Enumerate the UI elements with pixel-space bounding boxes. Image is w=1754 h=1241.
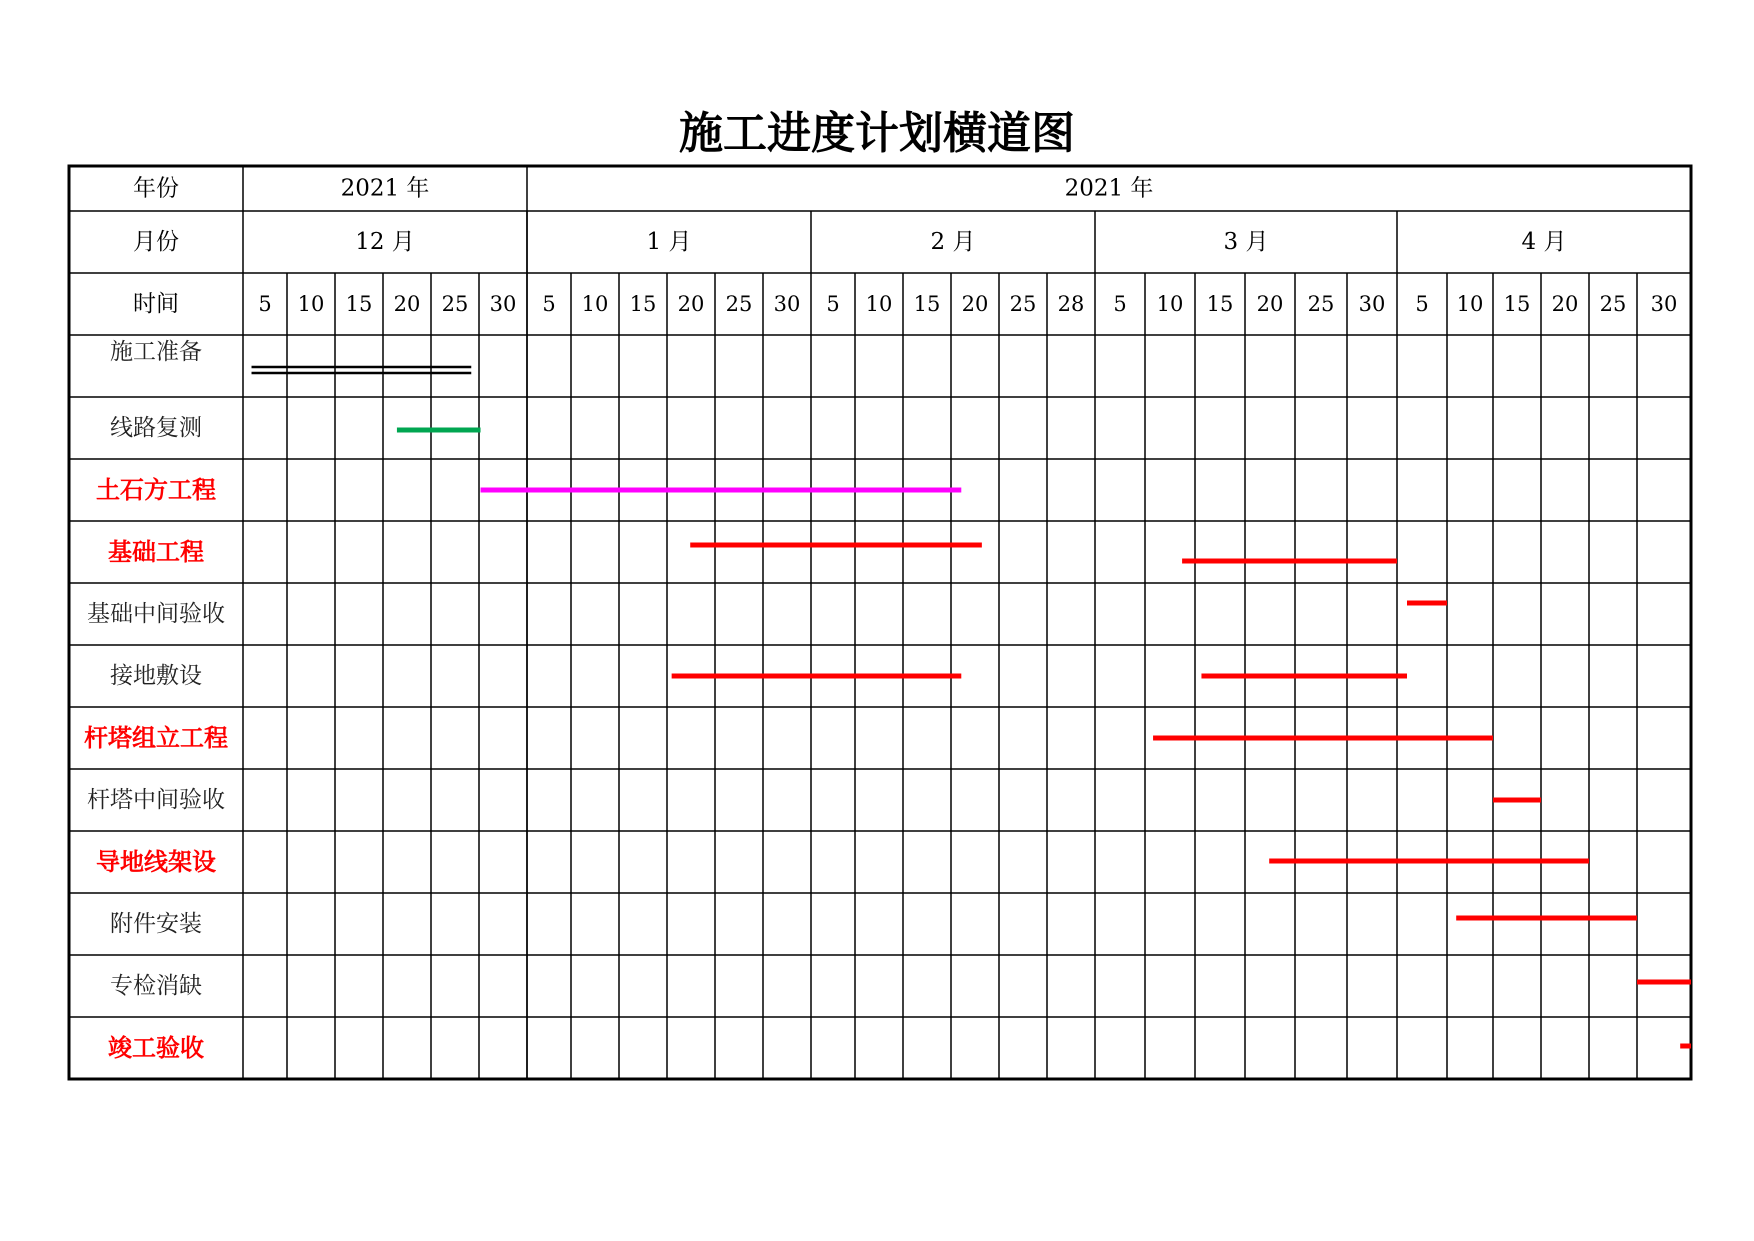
task-label: 杆塔组立工程 [84,724,228,752]
task-label: 导地线架设 [96,848,216,876]
month-label: 1 月 [646,229,692,255]
month-header-label: 月份 [133,229,179,255]
day-tick-label: 28 [1057,292,1085,316]
day-tick-label: 5 [826,292,840,316]
year-group-label: 2021 年 [1064,175,1154,202]
task-label: 线路复测 [110,415,202,441]
day-tick-label: 25 [1307,292,1335,316]
task-label: 施工准备 [110,339,202,365]
task-label: 土石方工程 [96,476,216,504]
day-tick-label: 20 [1551,292,1579,316]
task-label: 基础工程 [108,538,204,566]
month-label: 12 月 [355,229,415,255]
day-tick-label: 25 [441,292,469,316]
day-tick-label: 25 [1009,292,1037,316]
day-tick-label: 10 [1156,292,1184,316]
day-tick-label: 15 [913,292,941,316]
day-tick-label: 5 [258,292,272,316]
task-label: 杆塔中间验收 [87,787,225,813]
task-label: 接地敷设 [110,663,202,689]
day-tick-label: 20 [961,292,989,316]
day-tick-label: 10 [297,292,325,316]
day-tick-label: 30 [773,292,801,316]
year-header-label: 年份 [133,175,179,202]
day-tick-label: 15 [345,292,373,316]
day-tick-label: 15 [1206,292,1234,316]
day-tick-label: 25 [1599,292,1627,316]
task-label: 专检消缺 [110,973,202,999]
task-label: 基础中间验收 [87,601,225,627]
day-tick-label: 5 [542,292,556,316]
month-label: 4 月 [1521,229,1567,255]
month-label: 3 月 [1223,229,1269,255]
day-tick-label: 30 [1650,292,1678,316]
day-tick-label: 10 [865,292,893,316]
day-tick-label: 5 [1113,292,1127,316]
day-tick-label: 30 [489,292,517,316]
day-tick-label: 25 [725,292,753,316]
month-label: 2 月 [930,229,976,255]
day-tick-label: 15 [629,292,657,316]
day-tick-label: 20 [393,292,421,316]
task-label: 竣工验收 [108,1034,204,1062]
day-tick-label: 15 [1503,292,1531,316]
day-tick-label: 20 [677,292,705,316]
day-tick-label: 10 [581,292,609,316]
chart-title: 施工进度计划横道图 [679,108,1075,159]
day-tick-label: 5 [1415,292,1429,316]
day-tick-label: 20 [1256,292,1284,316]
year-group-label: 2021 年 [340,175,430,202]
header-text [133,176,1677,318]
day-tick-label: 30 [1358,292,1386,316]
time-header-label: 时间 [133,291,179,317]
task-label: 附件安装 [110,911,202,937]
task-labels [84,339,228,1062]
day-tick-label: 10 [1456,292,1484,316]
